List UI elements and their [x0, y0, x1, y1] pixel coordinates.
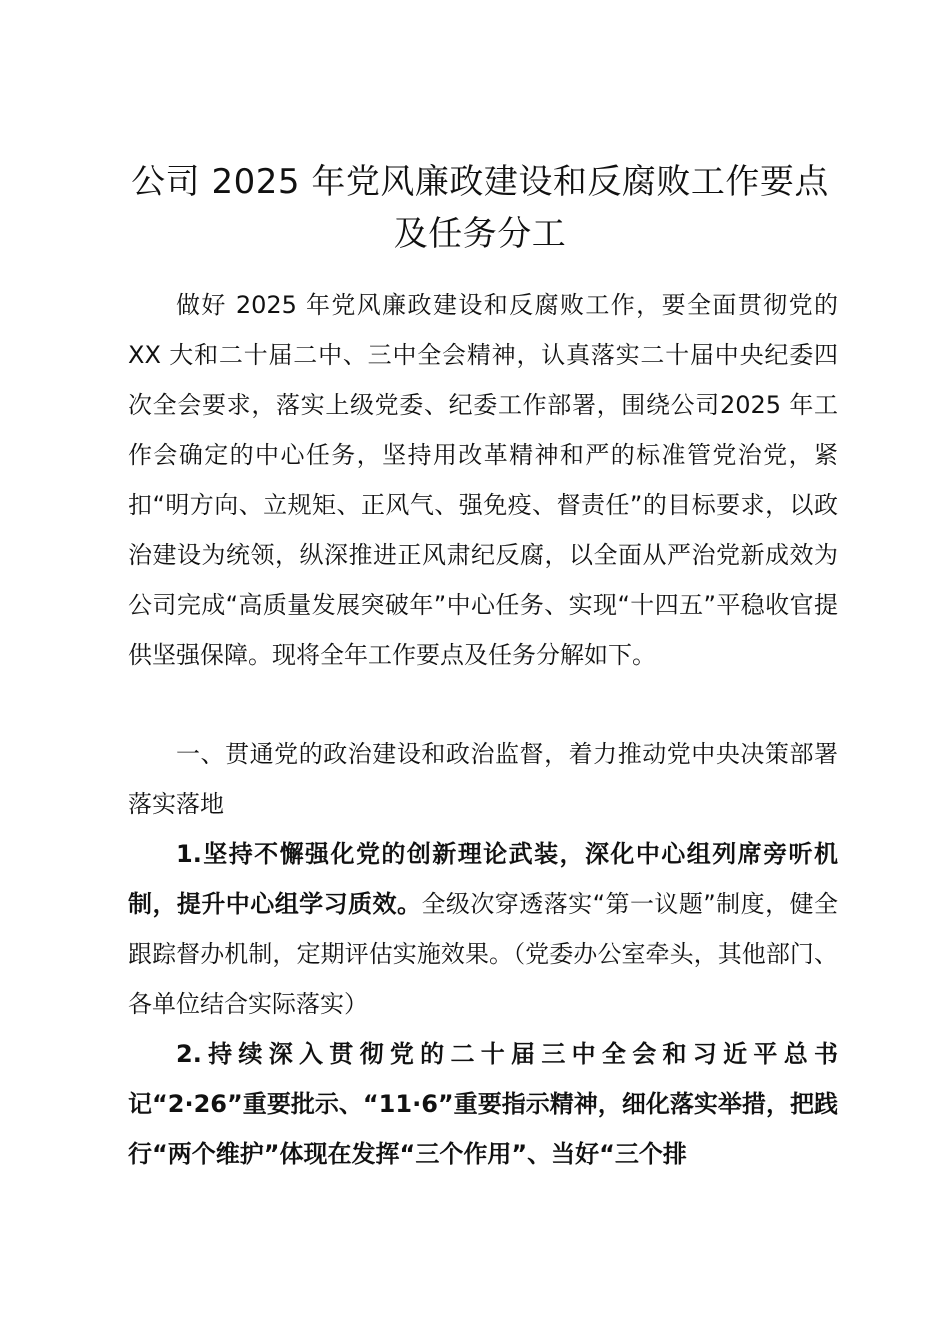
intro-paragraph: 做好 2025 年党风廉政建设和反腐败工作，要全面贯彻党的 XX 大和二十届二中、三中全会精神，认真落实二十届中央纪委四次全会要求，落实上级党委、纪委工作部署，围绕公司2025 年工作会确定的中心任务，坚持用改革精神和严的标准管党治党，紧扣“明方向、立规矩、正风气、强免疫、督责任”的目标要求，以政治建设为统领，纵深推进正风肃纪反腐，以全面从严治党新成效为公司完成“高质量发展突破年”中心任务、实现“十四五”平稳收官提供坚强保障。现将全年工作要点及任务分解如下。	[128, 291, 838, 669]
section1-heading: 一、贯通党的政治建设和政治监督，着力推动党中央决策部署落实落地	[128, 740, 838, 818]
document-title-line2: 及任务分工	[393, 214, 567, 254]
item1-bold-lead: 1.坚持不懈强化党的创新理论武装，深化中心组列席旁听机制，提升中心组学习质效。	[128, 840, 838, 918]
document-title-line1: 公司 2025 年党风廉政建设和反腐败工作要点	[131, 162, 829, 202]
item2-paragraph: 2.持续深入贯彻党的二十届三中全会和习近平总书记“2·26”重要批示、“11·6”重要指示精神，细化落实举措，把践行“两个维护”体现在发挥“三个作用”、当好“三个排	[128, 1040, 838, 1168]
item1-paragraph	[128, 829, 838, 1029]
item1-body: 全级次穿透落实“第一议题”制度，健全跟踪督办机制，定期评估实施效果。（党委办公室牵头，其他部门、各单位结合实际落实）	[128, 890, 838, 1018]
